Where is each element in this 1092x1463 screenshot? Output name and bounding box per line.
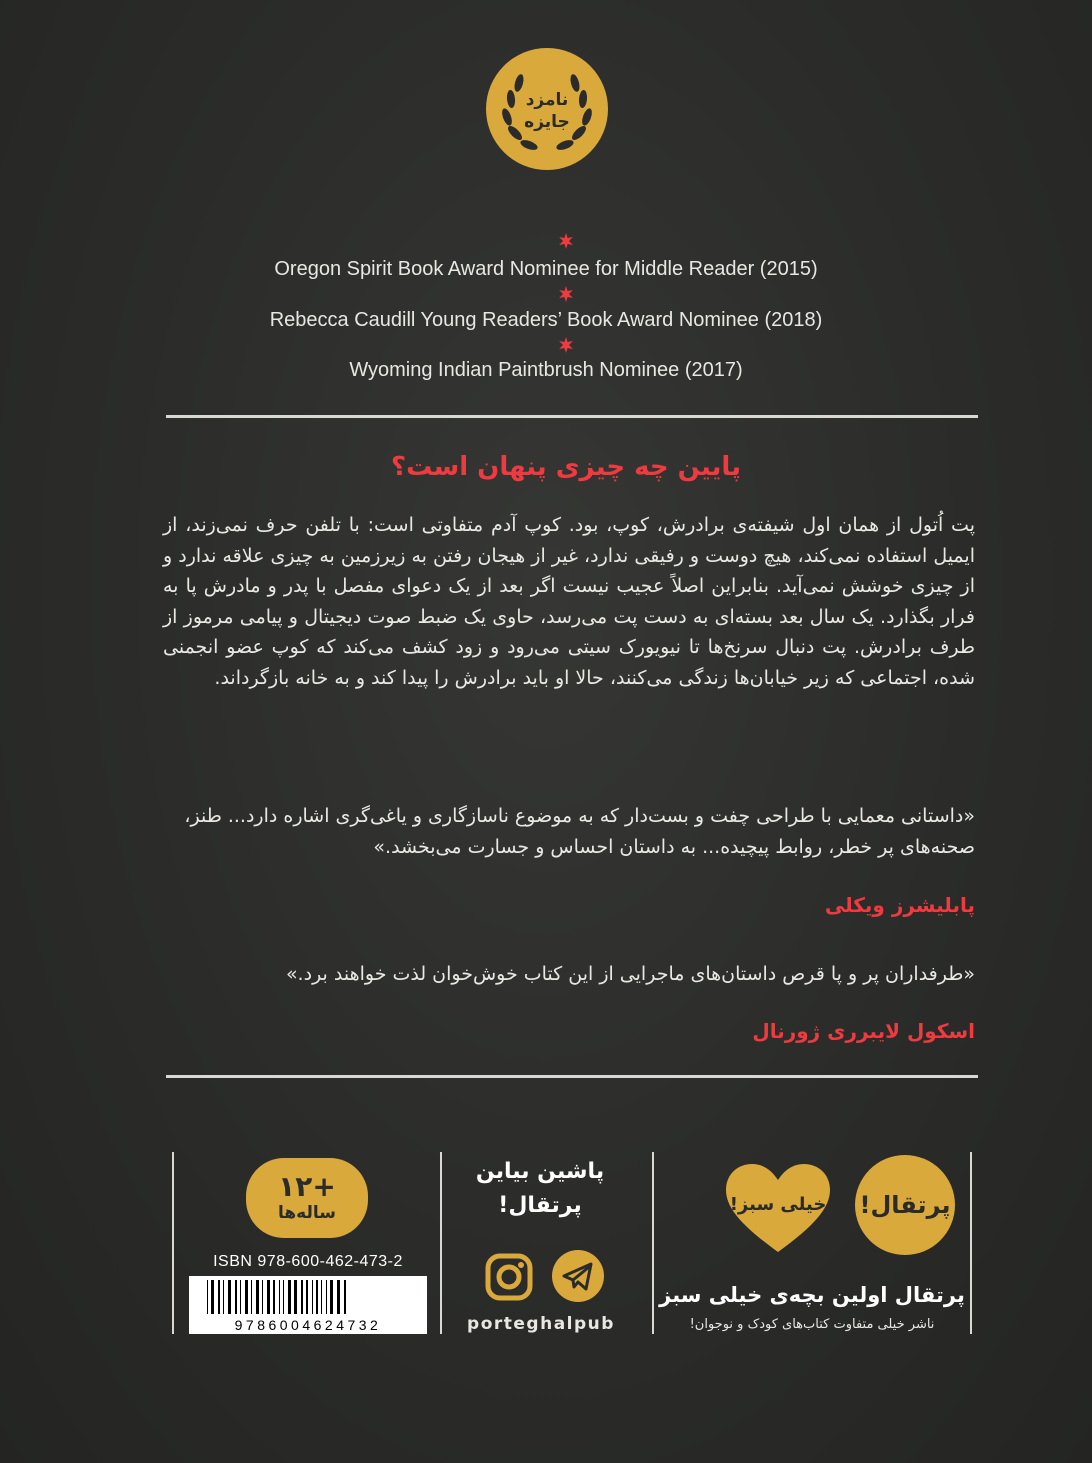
review-quote: «طرفداران پر و پا قرص داستان‌های ماجرایی از این کتاب خوش‌خوان لذت خواهند برد.» — [285, 963, 975, 985]
divider — [172, 1152, 174, 1334]
publisher-name: پرتقال اولین بچه‌ی خیلی سبز — [659, 1283, 965, 1307]
barcode-bar — [256, 1280, 259, 1314]
barcode-bar — [330, 1280, 333, 1314]
review-source: اسکول لایبرری ژورنال — [752, 1019, 975, 1043]
red-starburst-icon — [558, 233, 574, 249]
synopsis-paragraph: پت اُتول از همان اول شیفته‌ی برادرش، کوپ، بود. کوپ آدم متفاوتی است: با تلفن حرف نمی‌زند، از ایمیل استفاده نمی‌کند، هیچ دوست و رفیقی ندارد، غیر از هیجان رفتن به زیرزمین به چیزی علاقه ندارد و از چیزی خوشش نمی‌آید. بنابراین اصلاً عجیب نیست اگر بعد از یک دعوای مفصل با پدر و مادرش پا به فرار بگذارد. یک سال بعد بسته‌ای به دست پت می‌رسد، حاوی یک ضبط صوت دیجیتال و پیامی مرموز از طرف برادرش. پت دنبال سرنخ‌ها تا نیویورک سیتی می‌رود و زود کشف می‌کند که کوپ عضو انجمنی شده، اجتماعی که زیر خیابان‌ها زندگی می‌کنند، حالا او باید برادرش را پیدا کند و به خانه بازگرداند. — [163, 514, 975, 689]
barcode-bar — [223, 1280, 224, 1314]
review-source: پابلیشرز ویکلی — [824, 893, 975, 917]
divider — [166, 415, 978, 418]
divider — [166, 1075, 978, 1078]
award-nominee-badge — [485, 47, 609, 171]
barcode-bar — [337, 1280, 340, 1314]
social-title-line2: پرتقال! — [498, 1193, 582, 1218]
barcode-bar — [240, 1280, 241, 1314]
telegram-icon[interactable] — [551, 1249, 605, 1303]
review-quote: «داستانی معمایی با طراحی چفت و بست‌دار که به موضوع ناسازگاری و یاغی‌گری اشاره دارد... طنز، صحنه‌های پر خطر، روابط پیچیده... به داستان احساس و جسارت می‌بخشد.» — [184, 805, 975, 858]
badge-line1: نامزد — [525, 90, 569, 110]
red-starburst-icon — [558, 337, 574, 353]
barcode-bar — [262, 1280, 263, 1314]
barcode-bar — [316, 1280, 318, 1314]
barcode — [189, 1276, 427, 1334]
publisher-tagline: ناشر خیلی متفاوت کتاب‌های کودک و نوجوان! — [689, 1317, 935, 1332]
award-item: Oregon Spirit Book Award Nominee for Middle Reader (2015) — [274, 258, 818, 280]
barcode-bar — [279, 1280, 280, 1314]
social-handle[interactable]: porteghalpub — [467, 1314, 615, 1334]
barcode-bar — [294, 1280, 297, 1314]
barcode-bar — [235, 1280, 237, 1314]
barcode-bar — [211, 1280, 214, 1314]
barcode-bar — [207, 1280, 208, 1314]
divider — [440, 1152, 442, 1334]
social-title — [450, 1155, 630, 1223]
barcode-bars — [207, 1280, 409, 1314]
section-title: پایین چه چیزی پنهان است؟ — [391, 452, 741, 482]
porteghal-logo-text: پرتقال! — [859, 1191, 951, 1219]
red-starburst-icon — [558, 286, 574, 302]
isbn-text: ISBN 978-600-462-473-2 — [213, 1253, 403, 1270]
barcode-bar — [251, 1280, 252, 1314]
barcode-bar — [301, 1280, 303, 1314]
barcode-bar — [283, 1280, 284, 1314]
kheili-sabz-heart-logo — [722, 1160, 834, 1260]
age-rating-badge — [246, 1158, 368, 1238]
barcode-bar — [273, 1280, 275, 1314]
porteghal-logo — [855, 1155, 955, 1255]
age-rating-value: +۱۲ — [278, 1170, 336, 1203]
age-rating-label: ساله‌ها — [278, 1203, 336, 1223]
award-item: Rebecca Caudill Young Readers’ Book Award Nominee (2018) — [269, 309, 823, 331]
badge-line2: جایزه — [524, 112, 570, 132]
barcode-bar — [267, 1280, 270, 1314]
barcode-digits: 9786004624732 — [189, 1317, 427, 1333]
award-item: Wyoming Indian Paintbrush Nominee (2017) — [349, 359, 743, 381]
kheili-sabz-logo-text: خیلی سبز! — [729, 1194, 827, 1215]
barcode-bar — [321, 1280, 322, 1314]
barcode-bar — [218, 1280, 220, 1314]
barcode-bar — [344, 1280, 346, 1314]
instagram-icon[interactable] — [482, 1250, 536, 1304]
barcode-bar — [288, 1280, 291, 1314]
barcode-bar — [326, 1280, 327, 1314]
barcode-bar — [312, 1280, 313, 1314]
barcode-bar — [245, 1280, 248, 1314]
barcode-bar — [306, 1280, 308, 1314]
social-title-line1: پاشین بیاین — [475, 1159, 605, 1184]
barcode-bar — [228, 1280, 231, 1314]
